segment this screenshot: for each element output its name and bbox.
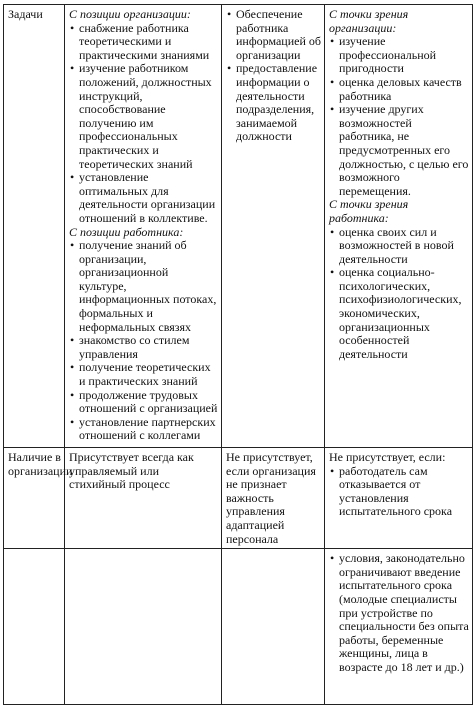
worker-view-heading: С точки зрения работника:: [329, 197, 409, 225]
row-label-tasks: Задачи: [4, 5, 65, 448]
cell-tasks-col3: [222, 5, 325, 448]
empty-cell: [4, 549, 65, 705]
list-item: • получение теоретических и практических знаний: [69, 361, 218, 388]
condition-list: [329, 465, 469, 519]
worker-heading: С позиции работника:: [69, 224, 184, 239]
cell-tasks-col2: [65, 5, 222, 448]
list-item: • Обеспечение работника информацией об организации: [226, 8, 321, 62]
row-label-presence: Наличие в организации: [4, 448, 65, 549]
list-item: • изучение профессиональной пригодности: [329, 35, 469, 76]
list-item: • предоставление информации о деятельности подразделения, занимаемой должности: [226, 62, 321, 144]
org-heading: С позиции организации:: [69, 7, 191, 21]
list-item: • условия, законодательно ограничивают введение испытательного срока (молодые специалисты при устройстве по специальности без опыта работы, беременные женщины, лица в возрасте до 18 лет и др.): [329, 552, 469, 674]
cell-tasks-col4: [325, 5, 473, 448]
table-row-presence: [4, 448, 473, 549]
list-item: • продолжение трудовых отношений с организацией: [69, 389, 218, 416]
list-item: • оценка социально-психологических, психофизиологических, экономических, организационных особенностей деятельности: [329, 266, 469, 361]
table-row-continuation: [4, 549, 473, 705]
empty-cell: [222, 549, 325, 705]
table-row-tasks: [4, 5, 473, 448]
org-view-heading: С точки зрения организации:: [329, 7, 409, 35]
org-view-list: [329, 35, 469, 198]
cell-presence-col4: [325, 448, 473, 549]
list-item: • изучение других возможностей работника, не предусмотренных его должностью, с целью его возможного перемещения.: [329, 103, 469, 198]
list-item: • установление партнерских отношений с коллегами: [69, 416, 218, 443]
cell-presence-col3: Не присутствует, если организация не признает важность управления адаптацией персонала: [222, 448, 325, 549]
list-item: • установление оптимальных для деятельности организации отношений в коллективе.: [69, 171, 218, 225]
org-list: [69, 22, 218, 226]
list-item: • получение знаний об организации, организационной культуре, информационных потоках, формальных и неформальных связях: [69, 239, 218, 334]
list-item: • работодатель сам отказывается от установления испытательного срока: [329, 465, 469, 519]
list-item: • снабжение работника теоретическими и практическими знаниями: [69, 22, 218, 63]
list-item: • знакомство со стилем управления: [69, 334, 218, 361]
condition-list-continued: [329, 552, 469, 674]
list-item: • оценка деловых качеств работника: [329, 76, 469, 103]
cell-presence-col2: Присутствует всегда как управляемый или стихийный процесс: [65, 448, 222, 549]
empty-cell: [65, 549, 222, 705]
list-item: • изучение работником положений, должностных инструкций, способствование получению им профессиональных практических и теоретических знаний: [69, 62, 218, 171]
info-list: [226, 8, 321, 144]
list-item: • оценка своих сил и возможностей в новой деятельности: [329, 226, 469, 267]
presence-condition: Не присутствует, если:: [329, 450, 446, 464]
comparison-table: [3, 4, 473, 705]
cell-continuation-col4: [325, 549, 473, 705]
worker-list: [69, 239, 218, 443]
worker-view-list: [329, 226, 469, 362]
